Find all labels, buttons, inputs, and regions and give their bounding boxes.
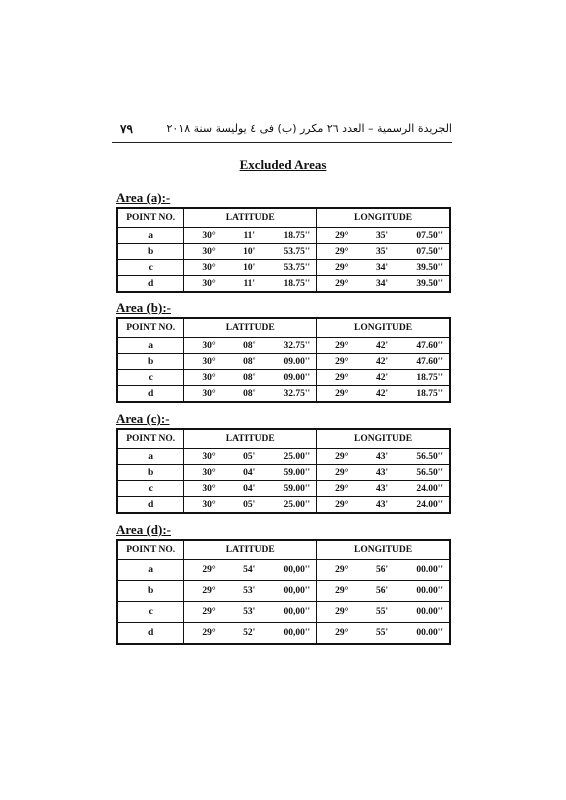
point-cell: a bbox=[117, 338, 184, 354]
degrees-value: 29° bbox=[335, 565, 349, 575]
degrees-value: 29° bbox=[335, 372, 349, 383]
minutes-value: 11' bbox=[243, 278, 256, 289]
degrees-value: 29° bbox=[335, 262, 349, 273]
minutes-value: 08' bbox=[243, 388, 256, 399]
degrees-value: 30° bbox=[202, 372, 216, 383]
minutes-value: 55' bbox=[376, 628, 389, 638]
longitude-header: LONGITUDE bbox=[317, 429, 450, 449]
seconds-value: 00,00'' bbox=[283, 565, 311, 575]
seconds-value: 39.50'' bbox=[416, 262, 443, 273]
coordinates-table bbox=[116, 428, 451, 514]
latitude-cell bbox=[184, 497, 317, 514]
point-cell: c bbox=[117, 481, 184, 497]
latitude-cell bbox=[184, 354, 317, 370]
seconds-value: 18.75'' bbox=[416, 388, 443, 399]
seconds-value: 25.00'' bbox=[283, 451, 311, 462]
longitude-cell bbox=[317, 260, 450, 276]
longitude-header: LONGITUDE bbox=[317, 208, 450, 228]
degrees-value: 30° bbox=[202, 246, 216, 257]
page-number: ٧٩ bbox=[120, 122, 133, 136]
seconds-value: 32.75'' bbox=[283, 388, 311, 399]
table-row bbox=[117, 481, 450, 497]
longitude-cell bbox=[317, 244, 450, 260]
coordinates-table bbox=[116, 539, 451, 645]
minutes-value: 05' bbox=[243, 499, 256, 510]
seconds-value: 24.00'' bbox=[416, 499, 443, 510]
seconds-value: 53.75'' bbox=[283, 262, 311, 273]
seconds-value: 59.00'' bbox=[283, 483, 311, 494]
degrees-value: 29° bbox=[335, 230, 349, 241]
minutes-value: 56' bbox=[376, 565, 389, 575]
minutes-value: 34' bbox=[376, 262, 389, 273]
seconds-value: 24.00'' bbox=[416, 483, 443, 494]
latitude-cell bbox=[184, 449, 317, 465]
degrees-value: 29° bbox=[335, 246, 349, 257]
longitude-cell bbox=[317, 623, 450, 645]
longitude-cell bbox=[317, 276, 450, 293]
latitude-cell bbox=[184, 228, 317, 244]
table-row bbox=[117, 497, 450, 514]
point-cell: a bbox=[117, 449, 184, 465]
latitude-cell bbox=[184, 481, 317, 497]
point-header: POINT NO. bbox=[117, 318, 184, 338]
table-row bbox=[117, 260, 450, 276]
minutes-value: 04' bbox=[243, 467, 256, 478]
latitude-cell bbox=[184, 602, 317, 623]
longitude-header: LONGITUDE bbox=[317, 318, 450, 338]
seconds-value: 09.00'' bbox=[283, 356, 311, 367]
coordinates-table bbox=[116, 317, 451, 403]
table-row bbox=[117, 228, 450, 244]
degrees-value: 29° bbox=[335, 607, 349, 617]
seconds-value: 00,00'' bbox=[283, 586, 311, 596]
seconds-value: 25.00'' bbox=[283, 499, 311, 510]
latitude-header: LATITUDE bbox=[184, 318, 317, 338]
table-row bbox=[117, 386, 450, 403]
degrees-value: 29° bbox=[335, 340, 349, 351]
minutes-value: 10' bbox=[243, 262, 256, 273]
point-cell: b bbox=[117, 244, 184, 260]
point-header: POINT NO. bbox=[117, 208, 184, 228]
latitude-header: LATITUDE bbox=[184, 208, 317, 228]
degrees-value: 29° bbox=[335, 278, 349, 289]
longitude-cell bbox=[317, 497, 450, 514]
degrees-value: 29° bbox=[335, 356, 349, 367]
table-row bbox=[117, 623, 450, 645]
minutes-value: 42' bbox=[376, 372, 389, 383]
degrees-value: 29° bbox=[335, 467, 349, 478]
point-header: POINT NO. bbox=[117, 540, 184, 560]
document-title: Excluded Areas bbox=[239, 157, 327, 172]
page-header bbox=[112, 120, 452, 143]
degrees-value: 29° bbox=[202, 586, 216, 596]
seconds-value: 18.75'' bbox=[283, 278, 311, 289]
table-row bbox=[117, 602, 450, 623]
degrees-value: 29° bbox=[202, 628, 216, 638]
minutes-value: 43' bbox=[376, 483, 389, 494]
table-header-row bbox=[117, 429, 450, 449]
degrees-value: 30° bbox=[202, 483, 216, 494]
seconds-value: 00.00'' bbox=[416, 565, 443, 575]
minutes-value: 05' bbox=[243, 451, 256, 462]
longitude-cell bbox=[317, 354, 450, 370]
minutes-value: 56' bbox=[376, 586, 389, 596]
degrees-value: 30° bbox=[202, 340, 216, 351]
point-cell: a bbox=[117, 228, 184, 244]
point-cell: c bbox=[117, 602, 184, 623]
area-label: Area (a):- bbox=[116, 190, 171, 205]
minutes-value: 53' bbox=[243, 607, 256, 617]
degrees-value: 29° bbox=[202, 565, 216, 575]
table-header-row bbox=[117, 208, 450, 228]
longitude-cell bbox=[317, 386, 450, 403]
degrees-value: 30° bbox=[202, 499, 216, 510]
coordinates-table bbox=[116, 207, 451, 293]
point-cell: c bbox=[117, 370, 184, 386]
minutes-value: 42' bbox=[376, 340, 389, 351]
table-row bbox=[117, 465, 450, 481]
longitude-cell bbox=[317, 602, 450, 623]
minutes-value: 42' bbox=[376, 356, 389, 367]
seconds-value: 18.75'' bbox=[416, 372, 443, 383]
longitude-cell bbox=[317, 338, 450, 354]
seconds-value: 47.60'' bbox=[416, 356, 443, 367]
degrees-value: 30° bbox=[202, 388, 216, 399]
minutes-value: 35' bbox=[376, 230, 389, 241]
table-row bbox=[117, 244, 450, 260]
latitude-cell bbox=[184, 465, 317, 481]
degrees-value: 29° bbox=[335, 483, 349, 494]
seconds-value: 07.50'' bbox=[416, 230, 443, 241]
table-header-row bbox=[117, 540, 450, 560]
seconds-value: 00.00'' bbox=[416, 586, 443, 596]
minutes-value: 08' bbox=[243, 340, 256, 351]
degrees-value: 30° bbox=[202, 262, 216, 273]
latitude-header: LATITUDE bbox=[184, 540, 317, 560]
latitude-cell bbox=[184, 338, 317, 354]
table-row bbox=[117, 276, 450, 293]
longitude-cell bbox=[317, 449, 450, 465]
degrees-value: 30° bbox=[202, 230, 216, 241]
minutes-value: 43' bbox=[376, 499, 389, 510]
point-cell: d bbox=[117, 497, 184, 514]
minutes-value: 42' bbox=[376, 388, 389, 399]
minutes-value: 34' bbox=[376, 278, 389, 289]
minutes-value: 11' bbox=[243, 230, 256, 241]
gazette-title: الجريدة الرسمية – العدد ٢٦ مكرر (ب) فى ٤ يوليسة سنة ٢٠١٨ bbox=[166, 122, 452, 135]
seconds-value: 00.00'' bbox=[416, 607, 443, 617]
degrees-value: 29° bbox=[335, 451, 349, 462]
minutes-value: 55' bbox=[376, 607, 389, 617]
degrees-value: 29° bbox=[202, 607, 216, 617]
degrees-value: 29° bbox=[335, 499, 349, 510]
minutes-value: 43' bbox=[376, 467, 389, 478]
minutes-value: 04' bbox=[243, 483, 256, 494]
minutes-value: 08' bbox=[243, 372, 256, 383]
point-cell: c bbox=[117, 260, 184, 276]
latitude-cell bbox=[184, 244, 317, 260]
degrees-value: 30° bbox=[202, 451, 216, 462]
seconds-value: 00.00'' bbox=[416, 628, 443, 638]
table-row bbox=[117, 354, 450, 370]
table-row bbox=[117, 560, 450, 581]
degrees-value: 29° bbox=[335, 628, 349, 638]
degrees-value: 30° bbox=[202, 467, 216, 478]
table-row bbox=[117, 449, 450, 465]
seconds-value: 39.50'' bbox=[416, 278, 443, 289]
longitude-cell bbox=[317, 370, 450, 386]
table-row bbox=[117, 338, 450, 354]
seconds-value: 56.50'' bbox=[416, 451, 443, 462]
point-cell: b bbox=[117, 581, 184, 602]
area-label: Area (b):- bbox=[116, 300, 171, 315]
table-row bbox=[117, 581, 450, 602]
seconds-value: 07.50'' bbox=[416, 246, 443, 257]
table-row bbox=[117, 370, 450, 386]
seconds-value: 56.50'' bbox=[416, 467, 443, 478]
seconds-value: 59.00'' bbox=[283, 467, 311, 478]
seconds-value: 53.75'' bbox=[283, 246, 311, 257]
longitude-cell bbox=[317, 465, 450, 481]
latitude-cell bbox=[184, 560, 317, 581]
minutes-value: 08' bbox=[243, 356, 256, 367]
point-cell: d bbox=[117, 276, 184, 293]
minutes-value: 52' bbox=[243, 628, 256, 638]
degrees-value: 29° bbox=[335, 388, 349, 399]
latitude-cell bbox=[184, 276, 317, 293]
degrees-value: 30° bbox=[202, 356, 216, 367]
point-cell: a bbox=[117, 560, 184, 581]
area-label: Area (c):- bbox=[116, 411, 170, 426]
seconds-value: 00,00'' bbox=[283, 628, 311, 638]
point-cell: d bbox=[117, 623, 184, 645]
degrees-value: 30° bbox=[202, 278, 216, 289]
latitude-cell bbox=[184, 581, 317, 602]
point-header: POINT NO. bbox=[117, 429, 184, 449]
longitude-cell bbox=[317, 228, 450, 244]
degrees-value: 29° bbox=[335, 586, 349, 596]
longitude-cell bbox=[317, 560, 450, 581]
seconds-value: 32.75'' bbox=[283, 340, 311, 351]
point-cell: b bbox=[117, 465, 184, 481]
seconds-value: 47.60'' bbox=[416, 340, 443, 351]
latitude-cell bbox=[184, 623, 317, 645]
longitude-cell bbox=[317, 481, 450, 497]
latitude-header: LATITUDE bbox=[184, 429, 317, 449]
minutes-value: 53' bbox=[243, 586, 256, 596]
area-label: Area (d):- bbox=[116, 522, 171, 537]
latitude-cell bbox=[184, 370, 317, 386]
minutes-value: 10' bbox=[243, 246, 256, 257]
seconds-value: 09.00'' bbox=[283, 372, 311, 383]
point-cell: d bbox=[117, 386, 184, 403]
minutes-value: 43' bbox=[376, 451, 389, 462]
point-cell: b bbox=[117, 354, 184, 370]
table-header-row bbox=[117, 318, 450, 338]
seconds-value: 00,00'' bbox=[283, 607, 311, 617]
longitude-cell bbox=[317, 581, 450, 602]
minutes-value: 35' bbox=[376, 246, 389, 257]
latitude-cell bbox=[184, 260, 317, 276]
minutes-value: 54' bbox=[243, 565, 256, 575]
longitude-header: LONGITUDE bbox=[317, 540, 450, 560]
latitude-cell bbox=[184, 386, 317, 403]
seconds-value: 18.75'' bbox=[283, 230, 311, 241]
